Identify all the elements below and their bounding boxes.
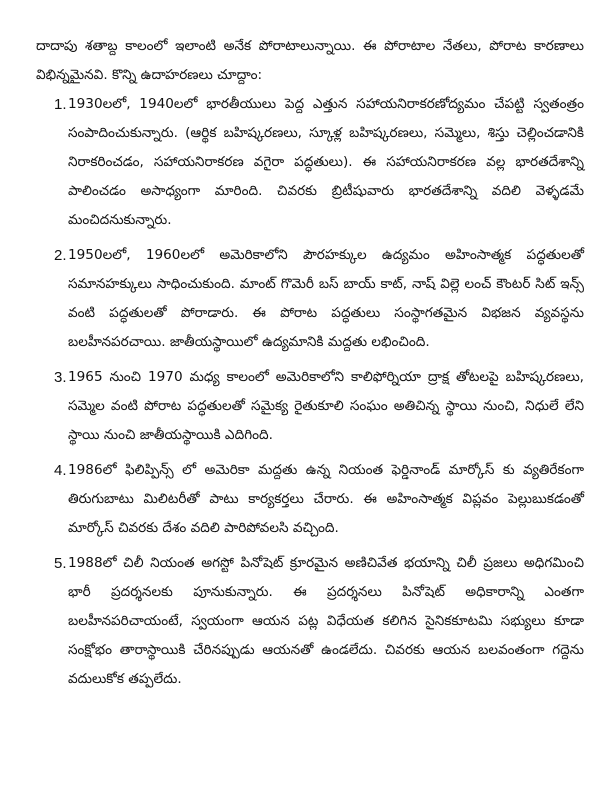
document-page	[36, 32, 584, 700]
examples-list	[36, 90, 584, 694]
list-item	[36, 90, 584, 235]
list-item-number: 5.	[54, 555, 67, 572]
list-item-text: 1986లో ఫిలిప్పిన్స్ లో అమెరికా మద్దతు ఉన్న నియంత ఫెర్డినాండ్ మార్కోస్ కు వ్యతిరేకంగా తిరుగుబాటు మిలిటరీతో పాటు కార్యకర్తలు చేరారు. ఈ అహింసాత్మక విప్లవం పెల్లుబుకడంతో మార్కోస్ చివరకు దేశం వదిలి పారిపోవలసి వచ్చింది.	[68, 462, 584, 536]
list-item-number: 3.	[54, 369, 67, 386]
list-item	[36, 549, 584, 694]
list-item-text: 1950లలో, 1960లలో అమెరికాలోని పౌరహక్కుల ఉద్యమం అహింసాత్మక పద్ధతులతో సమానహక్కులు సాధించుకుంది. మాంట్ గొమెరీ బస్ బాయ్ కాట్, నాష్ విల్లె లంచ్ కౌంటర్ సిట్ ఇన్స్ వంటి పద్ధతులతో పోరాడారు. ఈ పోరాట పద్ధతులు సంస్థాగతమైన విభజన వ్యవస్థను బలహీనపరచాయి. జాతీయస్థాయిలో ఉద్యమానికి మద్దతు లభించింది.	[68, 247, 584, 350]
list-item-number: 4.	[54, 462, 67, 479]
list-item	[36, 241, 584, 357]
list-item	[36, 363, 584, 450]
list-item-text: 1965 నుంచి 1970 మధ్య కాలంలో అమెరికాలోని కాలిఫోర్నియా ద్రాక్ష తోటలపై బహిష్కరణలు, సమ్మెల వంటి పోరాట పద్ధతులతో సమైక్య రైతుకూలి సంఘం అతిచిన్న స్థాయి నుంచి, నిధులే లేని స్థాయి నుంచి జాతీయస్థాయికి ఎదిగింది.	[68, 369, 584, 443]
list-item-number: 1.	[54, 96, 67, 113]
list-item	[36, 456, 584, 543]
list-item-number: 2.	[54, 247, 67, 264]
intro-paragraph: దాదాపు శతాబ్ద కాలంలో ఇలాంటి అనేక పోరాటాలున్నాయి. ఈ పోరాటాల నేతలు, పోరాట కారణాలు విభిన్నమైనవి. కొన్ని ఉదాహరణలు చూద్దాం:	[36, 38, 584, 83]
list-item-text: 1930లలో, 1940లలో భారతీయులు పెద్ద ఎత్తున సహాయనిరాకరణోద్యమం చేపట్టి స్వతంత్రం సంపాదించుకున్నారు. (ఆర్థిక బహిష్కరణలు, స్కూళ్ల బహిష్కరణలు, సమ్మెలు, శిస్తు చెల్లించడానికి నిరాకరించడం, సహాయనిరాకరణ వగైరా పద్ధతులు). ఈ సహాయనిరాకరణ వల్ల భారతదేశాన్ని పాలించడం అసాధ్యంగా మారింది. చివరకు బ్రిటీషువారు భారతదేశాన్ని వదిలి వెళ్ళడమే మంచిదనుకున్నారు.	[68, 96, 584, 228]
list-item-text: 1988లో చిలీ నియంత అగస్టో పినోషెట్ క్రూరమైన అణిచివేత భయాన్ని చిలీ ప్రజలు అధిగమించి భారీ ప్రదర్శనలకు పూనుకున్నారు. ఈ ప్రదర్శనలు పినోషెట్ అధికారాన్ని ఎంతగా బలహీనపరిచాయంటే, స్వయంగా ఆయన పట్ల విధేయత కలిగిన సైనికకూటమి సభ్యులు కూడా సంక్షోభం తారాస్థాయికి చేరినప్పుడు ఆయనతో ఉండలేదు. చివరకు ఆయన బలవంతంగా గద్దెను వదులుకోక తప్పలేదు.	[68, 555, 584, 687]
